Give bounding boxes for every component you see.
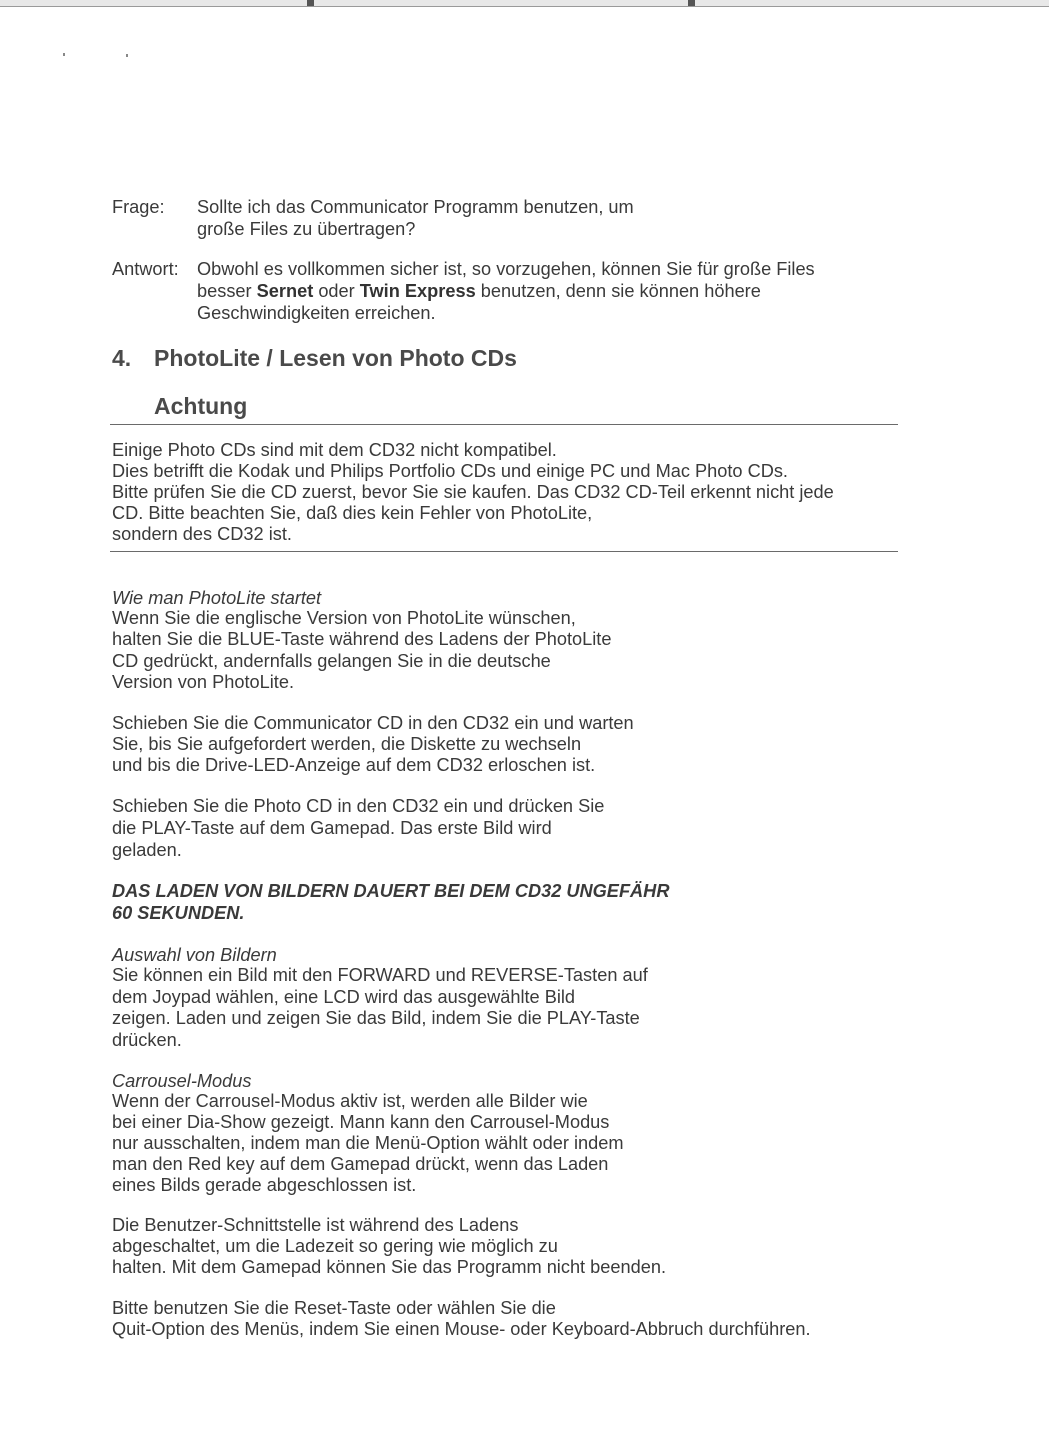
answer-label: Antwort: (112, 259, 179, 279)
body-line: geladen. (112, 840, 182, 860)
question-line: Sollte ich das Communicator Programm benutzen, um (197, 197, 634, 217)
body-line: Schieben Sie die Photo CD in den CD32 ein und drücken Sie (112, 796, 605, 816)
body-line: halten Sie die BLUE-Taste während des Ladens der PhotoLite (112, 629, 612, 649)
section-number: 4. (112, 345, 132, 371)
body-line: Sie, bis Sie aufgefordert werden, die Diskette zu wechseln (112, 734, 582, 754)
select-heading: Auswahl von Bildern (112, 945, 277, 965)
answer-text: oder (313, 281, 360, 301)
answer-line: Geschwindigkeiten erreichen. (197, 303, 436, 323)
body-line: Version von PhotoLite. (112, 672, 294, 692)
warning-line: Bitte prüfen Sie die CD zuerst, bevor Sie sie kaufen. Das CD32 CD-Teil erkennt nicht jede (112, 482, 834, 502)
body-line: Schieben Sie die Communicator CD in den CD32 ein und warten (112, 713, 634, 733)
carrousel-heading: Carrousel-Modus (112, 1071, 252, 1091)
body-line: drücken. (112, 1030, 182, 1050)
scan-speck (126, 54, 128, 57)
scan-mark (307, 0, 314, 6)
body-line: CD gedrückt, andernfalls gelangen Sie in die deutsche (112, 651, 551, 671)
body-line: halten. Mit dem Gamepad können Sie das Programm nicht beenden. (112, 1257, 667, 1277)
answer-text: besser (197, 281, 257, 301)
body-line: Quit-Option des Menüs, indem Sie einen Mouse- oder Keyboard-Abbruch durchführen. (112, 1319, 811, 1339)
warning-line: sondern des CD32 ist. (112, 524, 292, 544)
body-line: Bitte benutzen Sie die Reset-Taste oder wählen Sie die (112, 1298, 556, 1318)
body-line: Wenn der Carrousel-Modus aktiv ist, werden alle Bilder wie (112, 1091, 588, 1111)
start-heading: Wie man PhotoLite startet (112, 588, 322, 608)
body-line: die PLAY-Taste auf dem Gamepad. Das erste Bild wird (112, 818, 552, 838)
divider (110, 551, 898, 552)
body-line: eines Bilds gerade abgeschlossen ist. (112, 1175, 417, 1195)
scan-speck (63, 53, 65, 56)
body-line: dem Joypad wählen, eine LCD wird das ausgewählte Bild (112, 987, 576, 1007)
warning-line: Einige Photo CDs sind mit dem CD32 nicht kompatibel. (112, 440, 557, 460)
sernet-term: Sernet (256, 281, 314, 301)
body-line: man den Red key auf dem Gamepad drückt, wenn das Laden (112, 1154, 609, 1174)
scan-mark (688, 0, 695, 6)
warning-line: CD. Bitte beachten Sie, daß dies kein Fehler von PhotoLite, (112, 503, 593, 523)
body-line: bei einer Dia-Show gezeigt. Mann kann den Carrousel-Modus (112, 1112, 610, 1132)
loading-notice: 60 SEKUNDEN. (112, 903, 245, 923)
loading-notice: DAS LADEN VON BILDERN DAUERT BEI DEM CD32 UNGEFÄHR (112, 881, 670, 901)
warning-title: Achtung (154, 393, 248, 419)
body-line: zeigen. Laden und zeigen Sie das Bild, indem Sie die PLAY-Taste (112, 1008, 640, 1028)
body-line: Wenn Sie die englische Version von PhotoLite wünschen, (112, 608, 576, 628)
section-title: PhotoLite / Lesen von Photo CDs (154, 345, 517, 371)
body-line: Sie können ein Bild mit den FORWARD und REVERSE-Tasten auf (112, 965, 648, 985)
body-line: und bis die Drive-LED-Anzeige auf dem CD32 erloschen ist. (112, 755, 596, 775)
question-label: Frage: (112, 197, 165, 217)
body-line: abgeschaltet, um die Ladezeit so gering wie möglich zu (112, 1236, 558, 1256)
answer-line: Obwohl es vollkommen sicher ist, so vorzugehen, können Sie für große Files (197, 259, 815, 279)
answer-line (197, 281, 761, 303)
twin-express-term: Twin Express (359, 281, 476, 301)
question-line: große Files zu übertragen? (197, 219, 416, 239)
warning-line: Dies betrifft die Kodak und Philips Portfolio CDs und einige PC und Mac Photo CDs. (112, 461, 788, 481)
body-line: Die Benutzer-Schnittstelle ist während des Ladens (112, 1215, 519, 1235)
answer-text: benutzen, denn sie können höhere (475, 281, 761, 301)
body-line: nur ausschalten, indem man die Menü-Option wählt oder indem (112, 1133, 624, 1153)
scan-edge (0, 0, 1049, 7)
divider (110, 424, 898, 425)
